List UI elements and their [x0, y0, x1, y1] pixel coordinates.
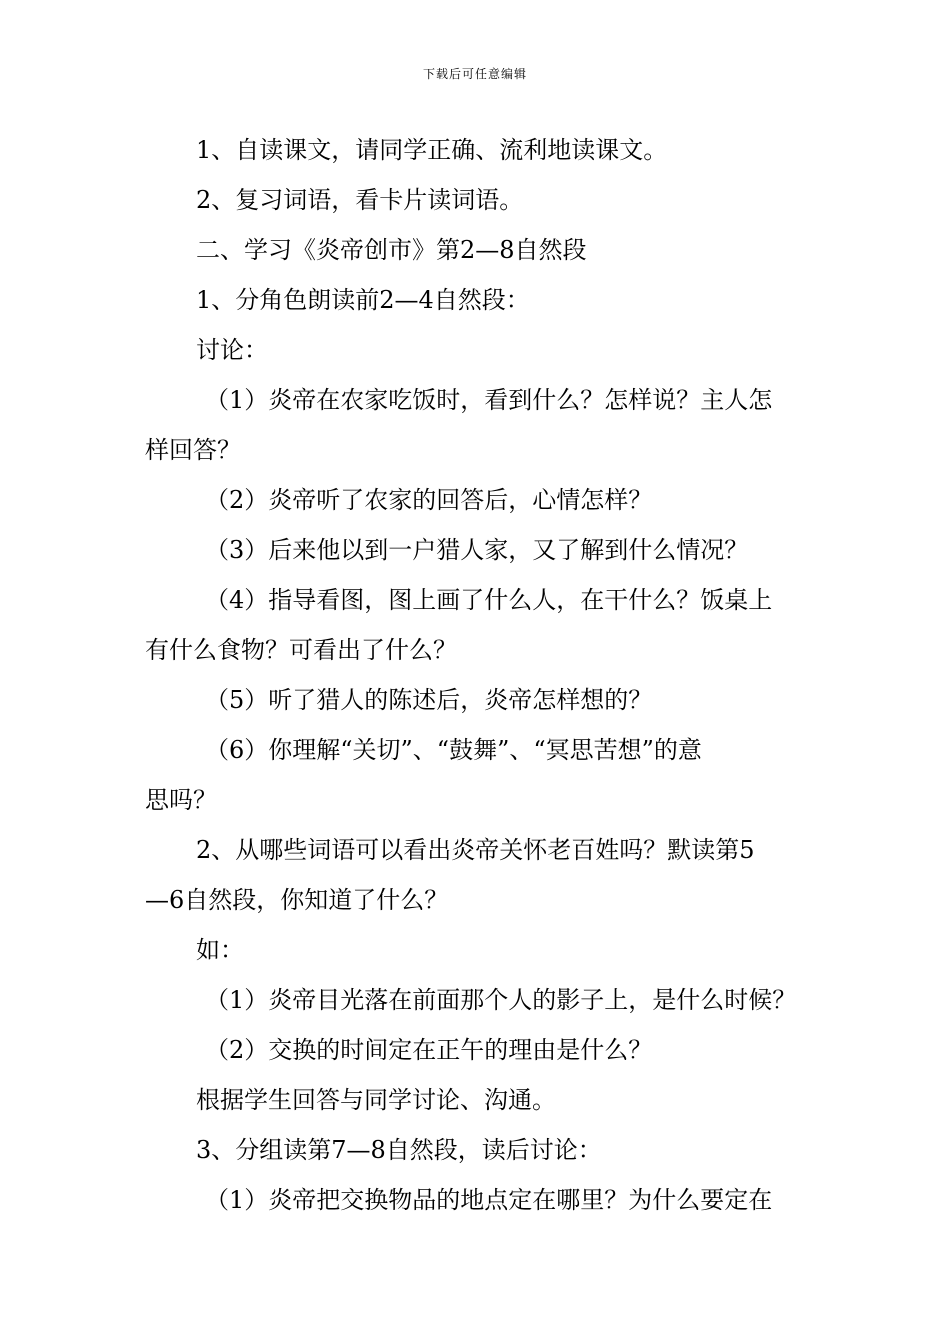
text-line: （5）听了猎人的陈述后，炎帝怎样想的？ [205, 686, 653, 714]
text-line: （1）炎帝把交换物品的地点定在哪里？为什么要定在 [205, 1186, 773, 1214]
page-header-note: 下载后可任意编辑 [422, 67, 527, 81]
text-line: 思吗？ [145, 786, 217, 814]
text-line: 3、分组读第7—8自然段，读后讨论： [196, 1136, 602, 1164]
section-heading: 二、学习《炎帝创市》第2—8自然段 [196, 236, 587, 264]
text-line: （3）后来他以到一户猎人家，又了解到什么情况？ [205, 536, 749, 564]
text-line: （1）炎帝在农家吃饭时，看到什么？怎样说？主人怎 [205, 386, 773, 414]
text-line: （4）指导看图，图上画了什么人，在干什么？饭桌上 [205, 586, 773, 614]
text-line: （2）炎帝听了农家的回答后，心情怎样？ [205, 486, 653, 514]
text-line: （2）交换的时间定在正午的理由是什么？ [205, 1036, 653, 1064]
text-line: 1、分角色朗读前2—4自然段： [196, 286, 530, 314]
text-line: 样回答？ [145, 436, 241, 464]
text-line: 2、复习词语，看卡片读词语。 [196, 186, 524, 214]
text-line: 有什么食物？可看出了什么？ [145, 636, 457, 664]
text-line: （6）你理解“关切”、“鼓舞”、“冥思苦想”的意 [205, 736, 702, 764]
text-line: 讨论： [196, 336, 268, 364]
text-line: 如： [196, 936, 244, 964]
text-line: —6自然段，你知道了什么？ [145, 886, 449, 914]
text-line: （1）炎帝目光落在前面那个人的影子上，是什么时候？ [205, 986, 797, 1014]
text-line: 2、从哪些词语可以看出炎帝关怀老百姓吗？默读第5 [196, 836, 755, 864]
text-line: 根据学生回答与同学讨论、沟通。 [196, 1086, 556, 1114]
text-line: 1、自读课文，请同学正确、流利地读课文。 [196, 136, 668, 164]
